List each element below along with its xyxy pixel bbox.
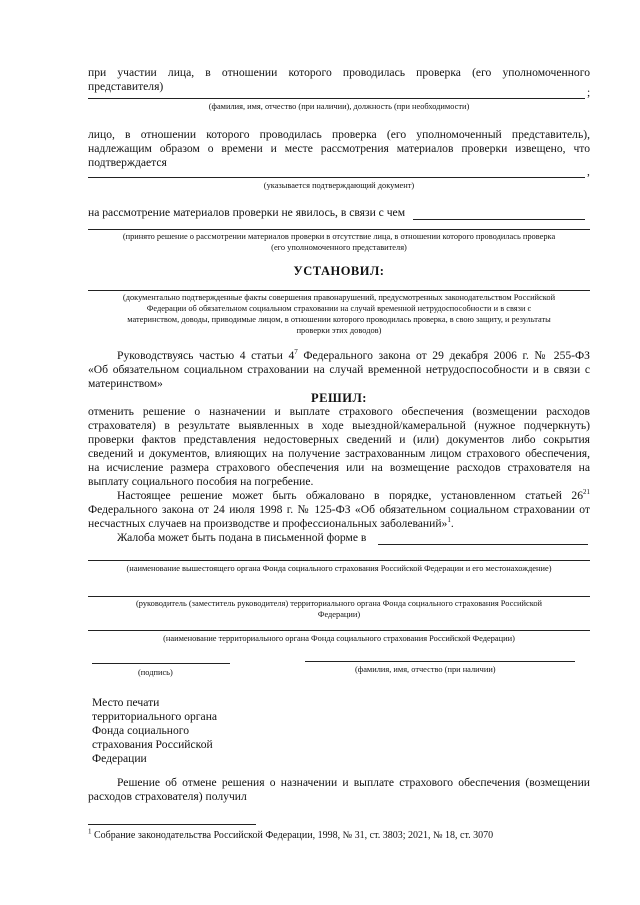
caption-facts-3: материнством, доводы, приводимые лицом, в отношении которого проводилась проверка, в свою защиту, и результаты (127, 315, 551, 324)
caption-facts-4: проверки этих доводов) (296, 326, 382, 335)
decision-line-6: выплату социального пособия на погребение. (88, 475, 314, 488)
semicolon: ; (587, 86, 591, 99)
complaint-fill-line[interactable] (378, 544, 588, 545)
received-text-line2: расходов страхователя) получил (88, 790, 247, 803)
absent-fill-line[interactable] (413, 219, 585, 220)
caption-confirm-document: (указывается подтверждающий документ) (263, 181, 415, 190)
notified-text-line1: лицо, в отношении которого проводилась проверка (его уполномоченный представитель), (88, 128, 590, 141)
confirmation-fill-line[interactable] (88, 177, 585, 178)
caption-head-2: Федерации) (317, 610, 361, 619)
decision-line-5: на исчисление размера страхового обеспечения или на возмещение расходов страхователя на (88, 461, 590, 474)
complaint-text: Жалоба может быть подана в письменной форме в (117, 531, 367, 544)
caption-fullname: (фамилия, имя, отчество (при наличии) (355, 665, 496, 674)
territorial-fill-line[interactable] (88, 630, 590, 631)
footnote-separator (88, 824, 256, 825)
appeal-text-line3: несчастных случаев на производстве и профессиональных заболеваний»$^1$. (88, 516, 454, 530)
appeal-text-line1: Настоящее решение может быть обжаловано в порядке, установленном статьей $26^{21}$ (117, 488, 590, 502)
received-text-line1: Решение об отмене решения о назначении и выплате страхового обеспечения (возмещении (117, 776, 590, 789)
caption-higher-body: (наименование вышестоящего органа Фонда социального страхования Российской Федерации и его местонахождение) (126, 564, 552, 573)
higher-body-fill-line[interactable] (88, 560, 590, 561)
signature-fill-line[interactable] (92, 663, 230, 664)
caption-person: (фамилия, имя, отчество (при наличии), должность (при необходимости) (208, 102, 470, 111)
seal-line-3: Фонда социального (92, 724, 190, 737)
caption-head-1: (руководитель (заместитель руководителя) территориального органа Фонда социального страхования Российской (135, 599, 543, 608)
guided-text-line2: «Об обязательном социальном страховании на случай временной нетрудоспособности и в связи с (88, 363, 590, 376)
seal-line-1: Место печати (92, 696, 160, 709)
heading-established: УСТАНОВИЛ: (293, 264, 385, 278)
participation-text-line1: при участии лица, в отношении которого проводилась проверка (его уполномоченного (88, 66, 590, 79)
seal-line-4: страхования Российской (92, 738, 213, 751)
head-fill-line[interactable] (88, 596, 590, 597)
heading-decided: РЕШИЛ: (311, 391, 367, 405)
caption-facts-2: Федерации об обязательном социальном страховании на случай временной нетрудоспособности и в связи с (146, 304, 532, 313)
absent-decision-fill-line[interactable] (88, 229, 590, 230)
absent-text: на рассмотрение материалов проверки не явилось, в связи с чем (88, 206, 406, 219)
decision-line-4: сведений и документов, влияющих на получение застрахованным лицом страхового обеспечения, (88, 447, 590, 460)
participant-fill-line[interactable] (88, 98, 585, 99)
decision-line-1: отменить решение о назначении и выплате страхового обеспечения (возмещении расходов (88, 405, 590, 418)
caption-facts-1: (документально подтвержденные факты совершения правонарушений, предусмотренных законодательством Российской (122, 293, 556, 302)
comma: , (587, 165, 590, 178)
seal-line-2: территориального органа (92, 710, 218, 723)
notified-text-line2: надлежащим образом о времени и месте рассмотрения материалов проверки извещено, что (88, 142, 590, 155)
decision-line-2: страхователя) в результате выявленных в ходе выездной/камеральной (нужное подчеркнуть) (88, 419, 590, 432)
decision-line-3: проверки фактов представления недостоверных сведений и (или) документов либо сокрытия (88, 433, 590, 446)
guided-text-line1: Руководствуясь частью 4 статьи $4^7$ Федерального закона от 29 декабря 2006 г. № 255-ФЗ (117, 348, 590, 362)
facts-fill-line[interactable] (88, 290, 590, 291)
footnote: $^1$ Собрание законодательства Российской Федерации, 1998, № 31, ст. 3803; 2021, № 18, ст. 3070 (88, 827, 494, 841)
participation-text-line2: представителя) (88, 80, 164, 93)
notified-text-line3: подтверждается (88, 156, 167, 169)
seal-line-5: Федерации (92, 752, 147, 765)
guided-text-line3: материнством» (88, 377, 163, 390)
appeal-text-line2: Федерального закона от 24 июля 1998 г. № 125-ФЗ «Об обязательном социальном страховании от (88, 503, 590, 516)
caption-decision-absent-1: (принято решение о рассмотрении материалов проверки в отсутствие лица, в отношении которого проводилась проверка (122, 232, 556, 241)
caption-territorial: (наименование территориального органа Фонда социального страхования Российской Федерации) (163, 634, 515, 643)
fullname-fill-line[interactable] (305, 661, 575, 662)
caption-decision-absent-2: (его уполномоченного представителя) (271, 243, 407, 252)
caption-signature: (подпись) (138, 668, 173, 677)
